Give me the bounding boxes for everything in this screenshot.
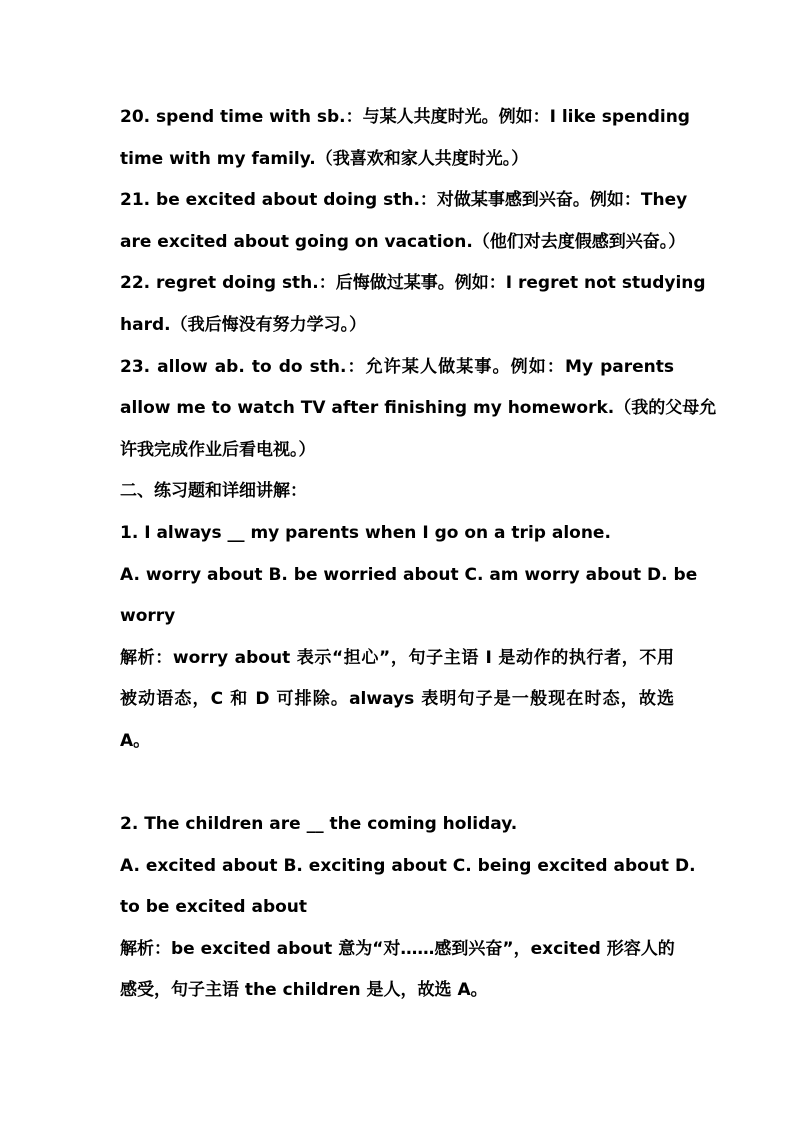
text-line-6: hard.（我后悔没有努力学习。） — [120, 314, 367, 335]
question-1-options-cont: worry — [120, 606, 176, 627]
text-line-1: 20. spend time with sb.：与某人共度时光。例如：I like spending — [120, 107, 690, 127]
text-line-3: 21. be excited about doing sth.：对做某事感到兴奋。例如：They — [120, 190, 688, 211]
text-line-4: are excited about going on vacation.（他们对去度假感到兴奋。） — [120, 231, 686, 252]
text-line-2: time with my family.（我喜欢和家人共度时光。） — [120, 148, 529, 169]
question-1-analysis-1: 解析：worry about 表示“担心”，句子主语 I 是动作的执行者，不用 — [120, 647, 674, 668]
question-2-analysis-2: 感受，句子主语 the children 是人，故选 A。 — [120, 980, 488, 1001]
text-line-9: 许我完成作业后看电视。） — [120, 439, 316, 460]
question-2-options: A. excited about B. exciting about C. being excited about D. — [120, 855, 696, 876]
question-1-analysis-3: A。 — [120, 730, 151, 751]
section-heading: 二、练习题和详细讲解： — [120, 481, 307, 502]
question-1-options: A. worry about B. be worried about C. am worry about D. be — [120, 564, 698, 585]
question-1: 1. I always __ my parents when I go on a trip alone. — [120, 522, 611, 543]
text-line-7: 23. allow ab. to do sth.：允许某人做某事。例如：My parents — [120, 356, 674, 377]
question-2-analysis-1: 解析：be excited about 意为“对……感到兴奋”，excited 形容人的 — [120, 938, 675, 959]
question-1-analysis-2: 被动语态，C 和 D 可排除。always 表明句子是一般现在时态，故选 — [120, 689, 674, 710]
text-line-5: 22. regret doing sth.：后悔做过某事。例如：I regret not studying — [120, 273, 706, 294]
text-line-8: allow me to watch TV after finishing my homework.（我的父母允 — [120, 398, 717, 419]
blank-line — [120, 763, 674, 805]
question-2-options-cont: to be excited about — [120, 897, 308, 918]
document-page — [120, 97, 717, 1012]
question-2: 2. The children are __ the coming holiday. — [120, 814, 518, 835]
